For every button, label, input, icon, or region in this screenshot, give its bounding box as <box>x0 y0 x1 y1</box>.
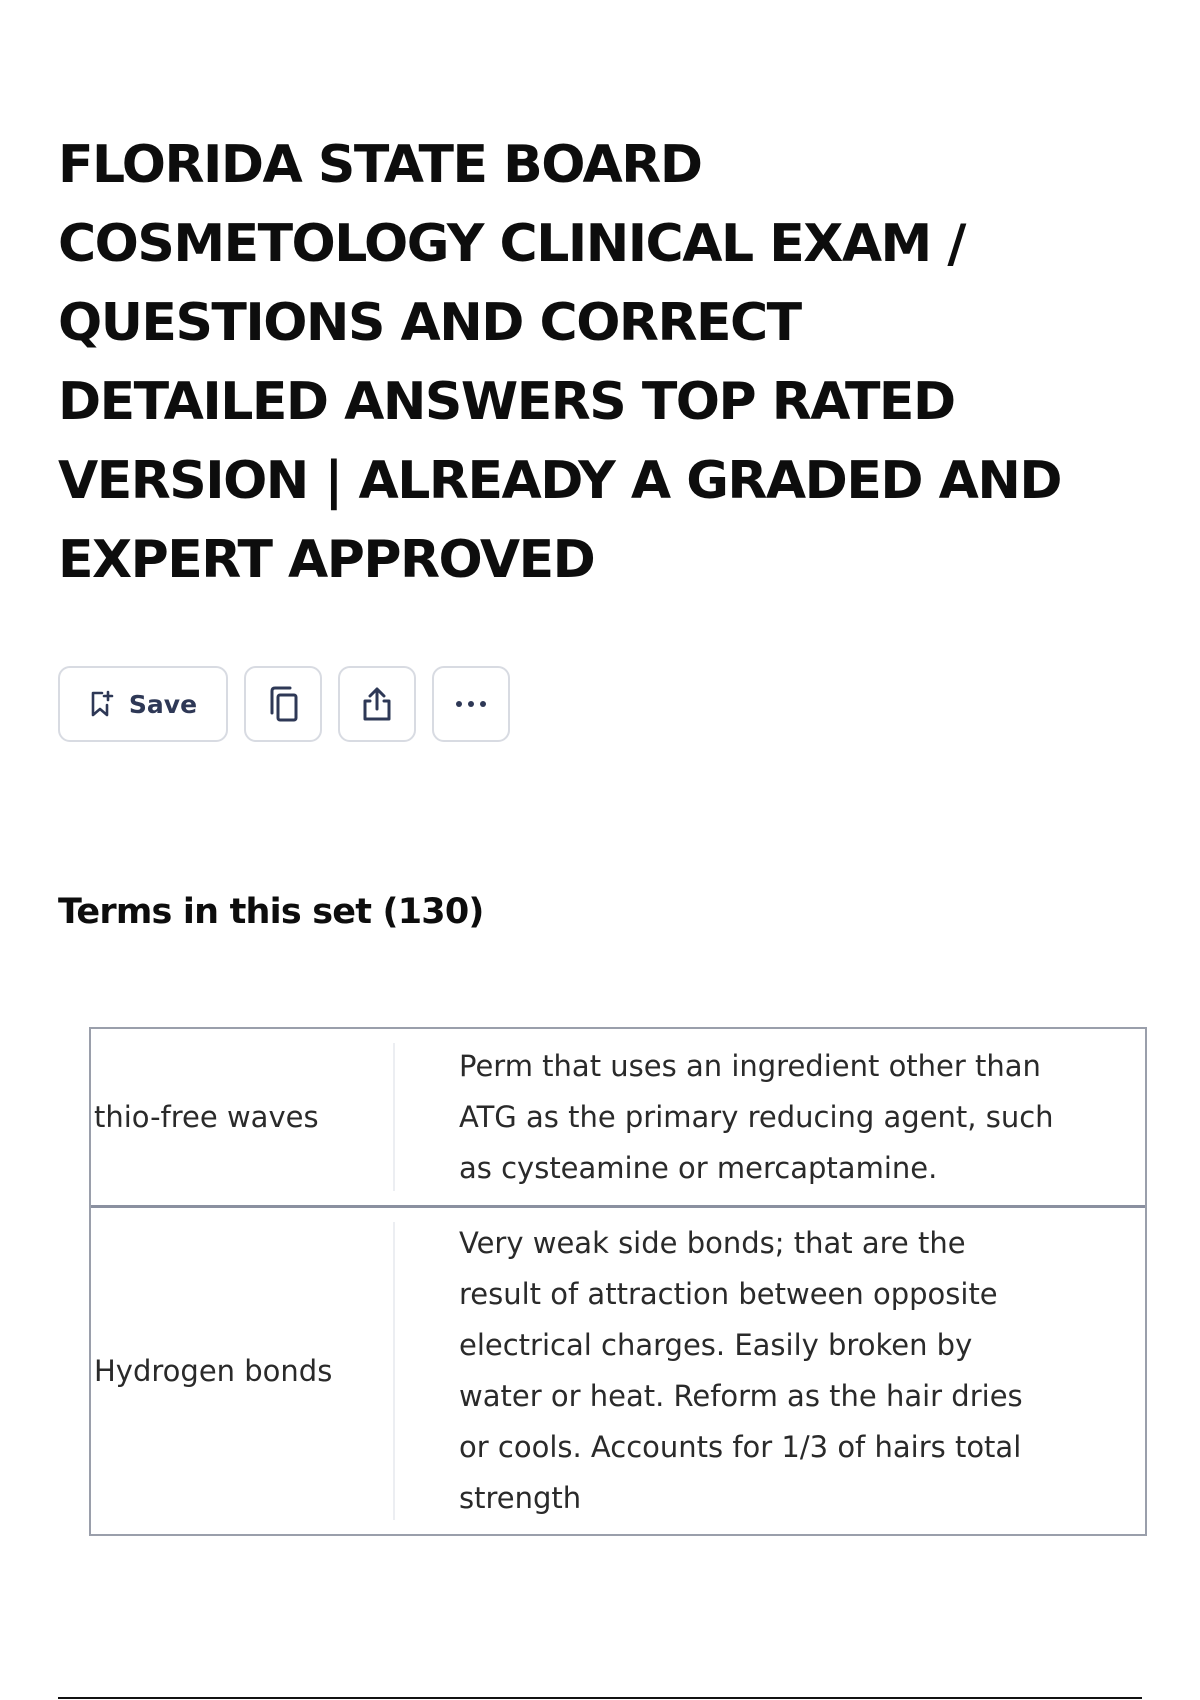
share-button[interactable] <box>338 666 416 742</box>
term-text: Hydrogen bonds <box>91 1208 395 1534</box>
copy-icon <box>266 685 300 723</box>
terms-heading: Terms in this set (130) <box>58 892 484 932</box>
share-icon <box>359 685 395 723</box>
page-title-line: COSMETOLOGY CLINICAL EXAM / <box>58 214 965 274</box>
page-title-line: QUESTIONS AND CORRECT <box>58 293 801 353</box>
save-button-label: Save <box>128 689 198 719</box>
more-horizontal-icon <box>453 699 489 709</box>
bookmark-plus-icon <box>89 690 115 718</box>
terms-table <box>89 1027 1147 1536</box>
more-button[interactable] <box>432 666 510 742</box>
term-text: thio-free waves <box>91 1029 395 1205</box>
page-title-line: FLORIDA STATE BOARD <box>58 135 702 195</box>
copy-button[interactable] <box>244 666 322 742</box>
action-toolbar <box>58 666 510 744</box>
definition-text: Perm that uses an ingredient other than ATG as the primary reducing agent, such as cysteamine or mercaptamine. <box>459 1048 1054 1185</box>
save-button[interactable] <box>58 666 228 742</box>
page-title-line: VERSION | ALREADY A GRADED AND <box>58 451 1062 511</box>
term-row[interactable] <box>91 1029 1145 1205</box>
page-title-line: DETAILED ANSWERS TOP RATED <box>58 372 955 432</box>
divider <box>58 1697 1142 1699</box>
term-row[interactable] <box>91 1205 1145 1534</box>
page-title <box>58 126 1178 600</box>
page-title-line: EXPERT APPROVED <box>58 530 595 590</box>
definition-text: Very weak side bonds; that are the result of attraction between opposite electrical charges. Easily broken by water or heat. Reform as the hair dries or cools. Accounts for 1/3 of hairs total strength <box>459 1226 1023 1515</box>
